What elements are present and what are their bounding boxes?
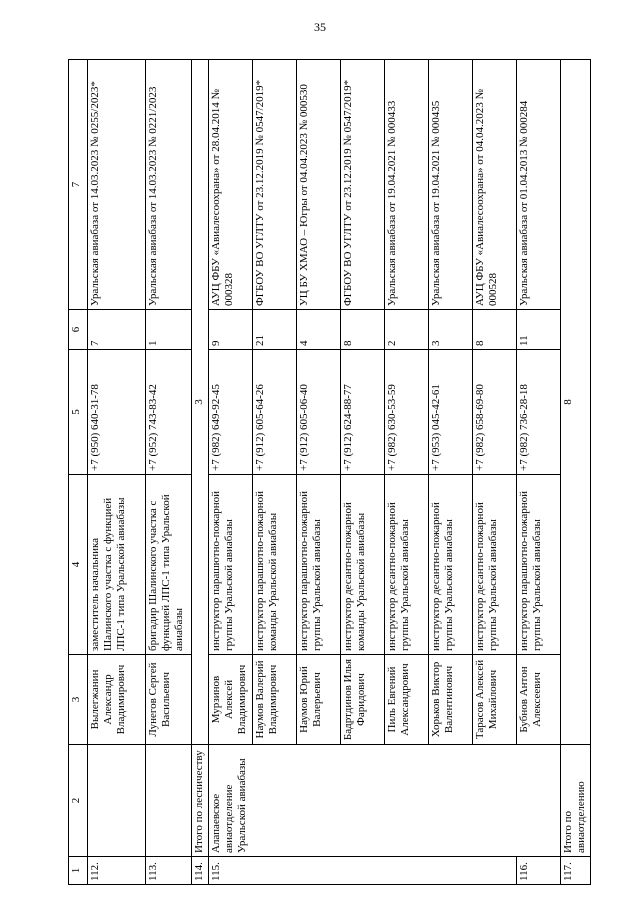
- total-row: [561, 60, 591, 885]
- person-certificate: Уральская авиабаза от 14.03.2023 № 0255/2023*: [88, 60, 146, 310]
- rotated-table-area: [68, 60, 608, 885]
- row-number: 115.: [209, 857, 517, 885]
- col-header-2: 2: [69, 745, 88, 857]
- col-header-4: 4: [69, 475, 88, 655]
- person-count: 3: [429, 310, 473, 350]
- person-certificate: АУЦ ФБУ «Авиалесоохрана» от 04.04.2023 № 000528: [473, 60, 517, 310]
- person-name: Наумов Валерий Владимирович: [253, 655, 297, 745]
- person-certificate: УЦ БУ ХМАО – Югры от 04.04.2023 № 000530: [297, 60, 341, 310]
- total-label: Итого по лесничеству: [192, 745, 209, 857]
- person-phone: +7 (912) 624-88-77: [341, 350, 385, 475]
- person-position: инструктор десантно-пожарной команды Уральской авиабазы: [341, 475, 385, 655]
- person-position: инструктор парашютно-пожарной группы Уральской авиабазы: [297, 475, 341, 655]
- row-number: 114.: [192, 857, 209, 885]
- person-phone: +7 (982) 658-69-80: [473, 350, 517, 475]
- col-header-6: 6: [69, 310, 88, 350]
- person-name: Лунегов Сергей Васильевич: [146, 655, 192, 745]
- person-position: инструктор десантно-пожарной группы Уральской авиабазы: [429, 475, 473, 655]
- person-count: 11: [517, 310, 561, 350]
- person-certificate: Уральская авиабаза от 19.04.2021 № 000433: [385, 60, 429, 310]
- row-number: 116.: [517, 857, 561, 885]
- person-certificate: Уральская авиабаза от 14.03.2023 № 0221/2023: [146, 60, 192, 310]
- person-certificate: ФГБОУ ВО УГЛТУ от 23.12.2019 № 0547/2019*: [253, 60, 297, 310]
- person-name: Наумов Юрий Валерьевич: [297, 655, 341, 745]
- person-certificate: ФГБОУ ВО УГЛТУ от 23.12.2019 № 0547/2019*: [341, 60, 385, 310]
- unit-name: Алапаевское авиаотделение Уральской авиабазы: [209, 745, 561, 857]
- person-name: Бубнов Антон Алексеевич: [517, 655, 561, 745]
- table-row: [146, 60, 192, 885]
- person-phone: +7 (953) 045-42-61: [429, 350, 473, 475]
- person-position: инструктор парашютно-пожарной команды Уральской авиабазы: [253, 475, 297, 655]
- person-phone: +7 (982) 736-28-18: [517, 350, 561, 475]
- person-name: Вылегжанин Александр Владимирович: [88, 655, 146, 745]
- person-position: инструктор десантно-пожарной группы Уральской авиабазы: [385, 475, 429, 655]
- unit-cell: [88, 745, 146, 857]
- col-header-1: 1: [69, 857, 88, 885]
- person-count: 21: [253, 310, 297, 350]
- person-position: инструктор парашютно-пожарной группы Уральской авиабазы: [517, 475, 561, 655]
- row-number: 112.: [88, 857, 146, 885]
- person-count: 8: [473, 310, 517, 350]
- column-number-row: [69, 60, 88, 885]
- person-count: 9: [209, 310, 253, 350]
- unit-cell: [146, 745, 192, 857]
- person-position: инструктор парашютно-пожарной группы Уральской авиабазы: [209, 475, 253, 655]
- table-row: [88, 60, 146, 885]
- page-number: 35: [314, 20, 326, 34]
- person-count: 4: [297, 310, 341, 350]
- person-name: Тарасов Алексей Михайлович: [473, 655, 517, 745]
- total-value: 3: [192, 60, 209, 745]
- total-label: Итого по авиаотделению: [561, 745, 591, 857]
- person-phone: +7 (912) 605-64-26: [253, 350, 297, 475]
- person-count: 2: [385, 310, 429, 350]
- person-position: бригадир Шалинского участка с функцией ЛПС-1 типа Уральской авиабазы: [146, 475, 192, 655]
- col-header-3: 3: [69, 655, 88, 745]
- person-certificate: АУЦ ФБУ «Авиалесоохрана» от 28.04.2014 № 000328: [209, 60, 253, 310]
- total-value: 8: [561, 60, 591, 745]
- person-phone: +7 (982) 630-53-59: [385, 350, 429, 475]
- person-phone: +7 (950) 640-31-78: [88, 350, 146, 475]
- col-header-5: 5: [69, 350, 88, 475]
- person-certificate: Уральская авиабаза от 19.04.2021 № 000435: [429, 60, 473, 310]
- person-name: Мурзинов Алексей Владимирович: [209, 655, 253, 745]
- person-count: 1: [146, 310, 192, 350]
- person-phone: +7 (952) 743-83-42: [146, 350, 192, 475]
- person-name: Пиль Евгений Александрович: [385, 655, 429, 745]
- person-position: инструктор десантно-пожарной группы Уральской авиабазы: [473, 475, 517, 655]
- table-row: [209, 60, 253, 885]
- person-name: Хорьков Виктор Валентинович: [429, 655, 473, 745]
- person-name: Бадртдинов Илья Фаридович: [341, 655, 385, 745]
- person-position: заместитель начальника Шалинского участка с функцией ЛПС-1 типа Уральской авиабазы: [88, 475, 146, 655]
- row-number: 113.: [146, 857, 192, 885]
- total-row: [192, 60, 209, 885]
- person-phone: +7 (982) 649-92-45: [209, 350, 253, 475]
- person-count: 8: [341, 310, 385, 350]
- person-phone: +7 (912) 605-06-40: [297, 350, 341, 475]
- col-header-7: 7: [69, 60, 88, 310]
- person-certificate: Уральская авиабаза от 01.04.2013 № 000284: [517, 60, 561, 310]
- person-count: 7: [88, 310, 146, 350]
- registry-table: [68, 59, 591, 885]
- row-number: 117.: [561, 857, 591, 885]
